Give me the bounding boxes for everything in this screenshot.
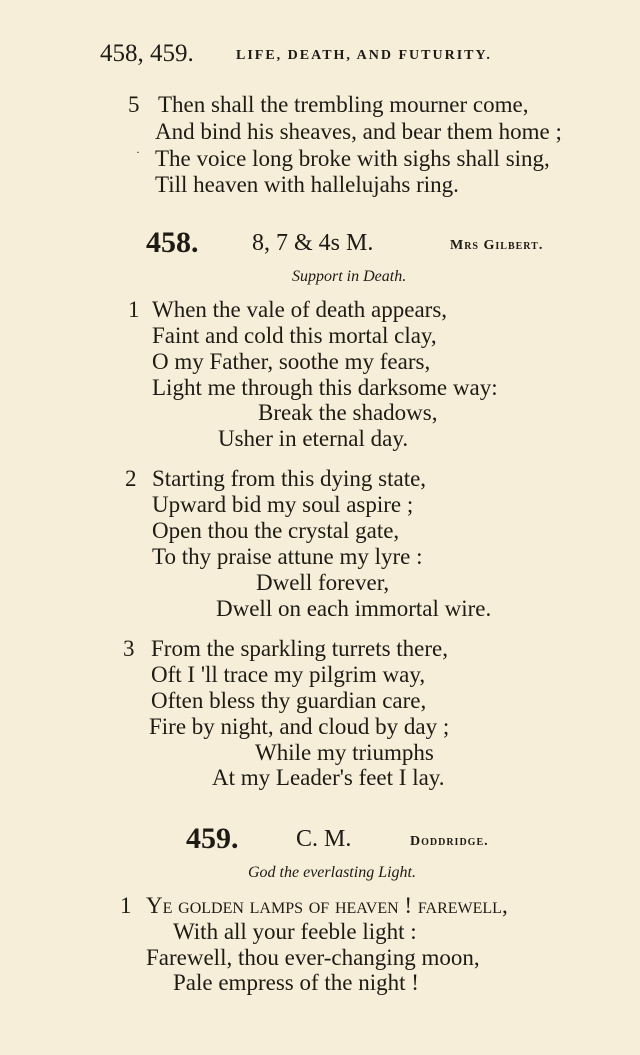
verse-line: Oft I 'll trace my pilgrim way, [151,662,426,687]
verse-line: Light me through this darksome way: [152,375,498,400]
verse-line: Open thou the crystal gate, [152,518,400,543]
running-head [100,40,560,70]
verse-line: Then shall the trembling mourner come, [158,92,529,117]
verse-line: Upward bid my soul aspire ; [152,492,414,517]
verse-line: Till heaven with hallelujahs ring. [155,172,459,197]
verse-line: Dwell forever, [256,570,390,595]
verse-line: Faint and cold this mortal clay, [152,323,437,348]
stray-mark: · [136,145,140,159]
hymn-meter: 8, 7 & 4s M. [252,230,374,256]
hymn-author: Mrs Gilbert. [450,238,544,253]
verse-line: At my Leader's feet I lay. [212,765,445,790]
verse-number: 1 [120,893,132,918]
verse-line: Pale empress of the night ! [173,970,419,995]
verse-line: Starting from this dying state, [152,466,427,491]
verse-line: Farewell, thou ever-changing moon, [146,945,480,970]
verse-number: 1 [128,297,140,322]
verse-line: With all your feeble light : [173,919,417,944]
verse-line: Break the shadows, [258,400,438,425]
verse-line: To thy praise attune my lyre : [152,544,423,569]
hymn-subtitle: God the everlasting Light. [248,864,416,881]
verse-line: From the sparkling turrets there, [151,636,449,661]
hymn-number: 459. [186,822,239,855]
verse-line: Usher in eternal day. [218,426,409,451]
hymn-author: Doddridge. [410,834,489,849]
hymn-number: 458. [146,226,199,259]
running-title: LIFE, DEATH, AND FUTURITY. [236,48,492,63]
hymn-meter: C. M. [296,826,352,852]
verse-line: O my Father, soothe my fears, [152,349,431,374]
verse-line: While my triumphs [255,740,434,765]
verse-line: Often bless thy guardian care, [151,688,427,713]
verse-line: Ye golden lamps of heaven ! farewell, [146,893,508,918]
verse-line: When the vale of death appears, [152,297,448,322]
verse-line: The voice long broke with sighs shall sing, [155,146,550,171]
verse-number: 3 [123,636,135,661]
verse-number: 5 [128,92,140,117]
verse-line: Fire by night, and cloud by day ; [149,714,450,739]
hymn-subtitle: Support in Death. [292,268,407,285]
verse-line: And bind his sheaves, and bear them home ; [155,119,562,144]
verse-line: Dwell on each immortal wire. [216,596,492,621]
verse-number: 2 [125,466,137,491]
page-hymn-numbers: 458, 459. [100,40,194,67]
